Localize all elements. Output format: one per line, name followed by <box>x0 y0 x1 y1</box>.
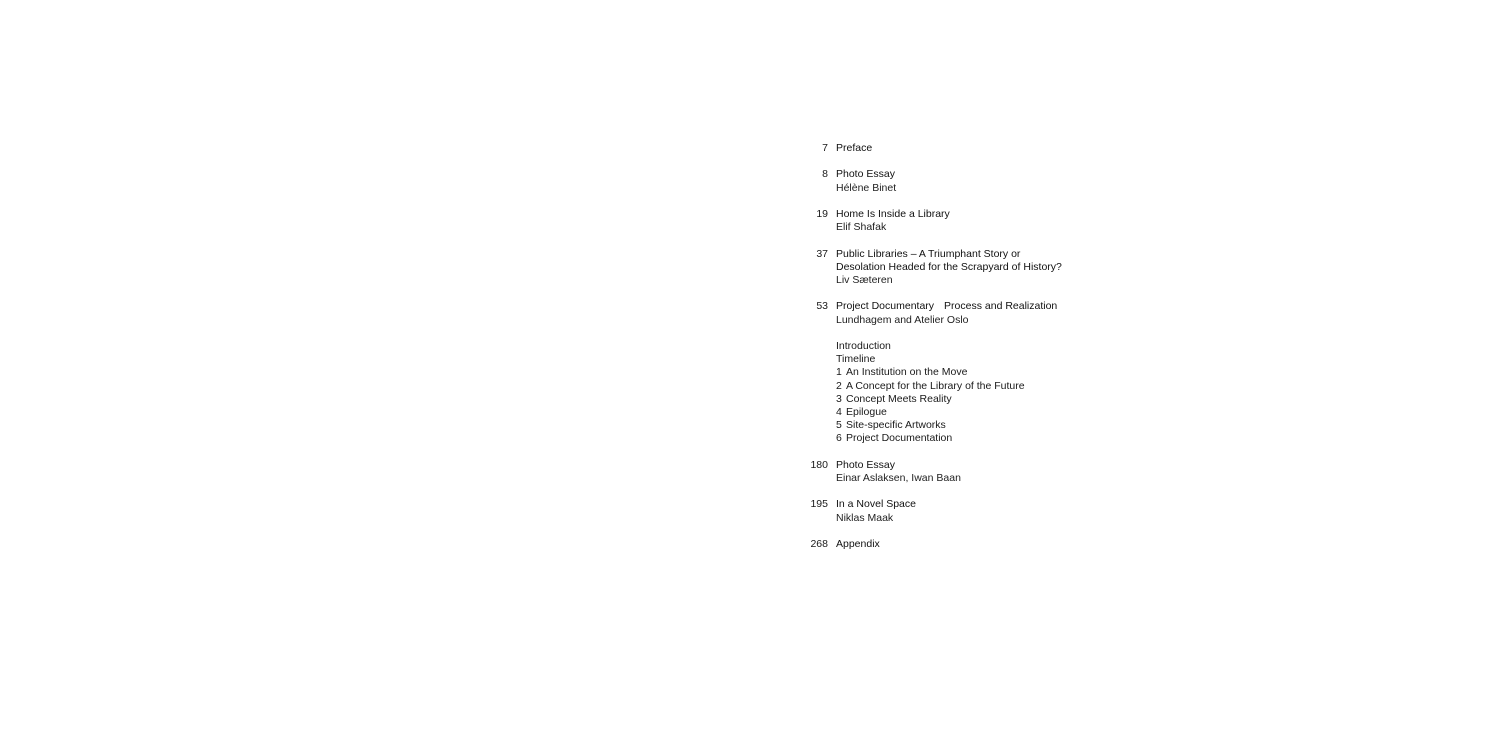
chapter-label: A Concept for the Library of the Future <box>846 379 1025 392</box>
toc-author: Liv Sæteren <box>836 273 893 286</box>
toc-chapter <box>836 432 1110 445</box>
toc-page-number: 37 <box>816 247 828 260</box>
toc-entry-public-libraries <box>790 248 1110 288</box>
toc-author: Einar Aslaksen, Iwan Baan <box>836 471 961 484</box>
toc-title: Home Is Inside a Library <box>836 207 950 220</box>
chapter-number: 2 <box>836 379 842 392</box>
toc-title-line-1: Public Libraries – A Triumphant Story or <box>836 247 1021 260</box>
toc-chapter <box>836 366 1110 379</box>
chapter-number: 3 <box>836 392 842 405</box>
toc-subsection-timeline: Timeline <box>836 353 876 366</box>
toc-page-number: 268 <box>810 537 828 550</box>
toc-page-number: 180 <box>810 458 828 471</box>
toc-page-number: 53 <box>816 300 828 313</box>
toc-title-line-2: Desolation Headed for the Scrapyard of History? <box>836 260 1062 273</box>
toc-subsections <box>836 340 1110 446</box>
chapter-label: Epilogue <box>846 405 887 418</box>
chapter-number: 1 <box>836 366 842 379</box>
chapter-label: An Institution on the Move <box>846 366 968 379</box>
table-of-contents <box>790 142 1110 551</box>
toc-title <box>836 300 1110 313</box>
toc-title: Photo Essay <box>836 458 895 471</box>
toc-chapter <box>836 419 1110 432</box>
toc-entry-photo-essay-1 <box>790 168 1110 194</box>
chapter-label: Project Documentation <box>846 432 953 445</box>
toc-author: Elif Shafak <box>836 221 887 234</box>
toc-entry-in-a-novel-space <box>790 498 1110 524</box>
toc-title-part-b: Process and Realization <box>944 300 1058 313</box>
chapter-number: 5 <box>836 419 842 432</box>
toc-chapter <box>836 406 1110 419</box>
toc-author: Niklas Maak <box>836 511 894 524</box>
toc-title: Photo Essay <box>836 168 895 181</box>
toc-page-number: 8 <box>822 168 828 181</box>
toc-page-number: 19 <box>816 207 828 220</box>
toc-title: Preface <box>836 142 873 154</box>
toc-entry-preface <box>790 142 1110 155</box>
chapter-label: Concept Meets Reality <box>846 392 952 405</box>
toc-entry-project-documentary <box>790 300 1110 445</box>
toc-chapter <box>836 380 1110 393</box>
toc-title: In a Novel Space <box>836 498 916 511</box>
toc-author: Hélène Binet <box>836 181 897 194</box>
toc-page-number: 7 <box>822 142 828 154</box>
chapter-label: Site-specific Artworks <box>846 419 946 432</box>
toc-page-number: 195 <box>810 498 828 511</box>
chapter-number: 6 <box>836 432 842 445</box>
toc-author: Lundhagem and Atelier Oslo <box>836 313 969 326</box>
toc-subsection-introduction: Introduction <box>836 339 891 352</box>
toc-title: Appendix <box>836 537 880 550</box>
chapter-number: 4 <box>836 405 842 418</box>
toc-entry-home-is-inside-a-library <box>790 208 1110 234</box>
toc-entry-appendix <box>790 538 1110 551</box>
toc-title-part-a: Project Documentary <box>836 300 935 313</box>
toc-chapter <box>836 393 1110 406</box>
toc-entry-photo-essay-2 <box>790 459 1110 485</box>
